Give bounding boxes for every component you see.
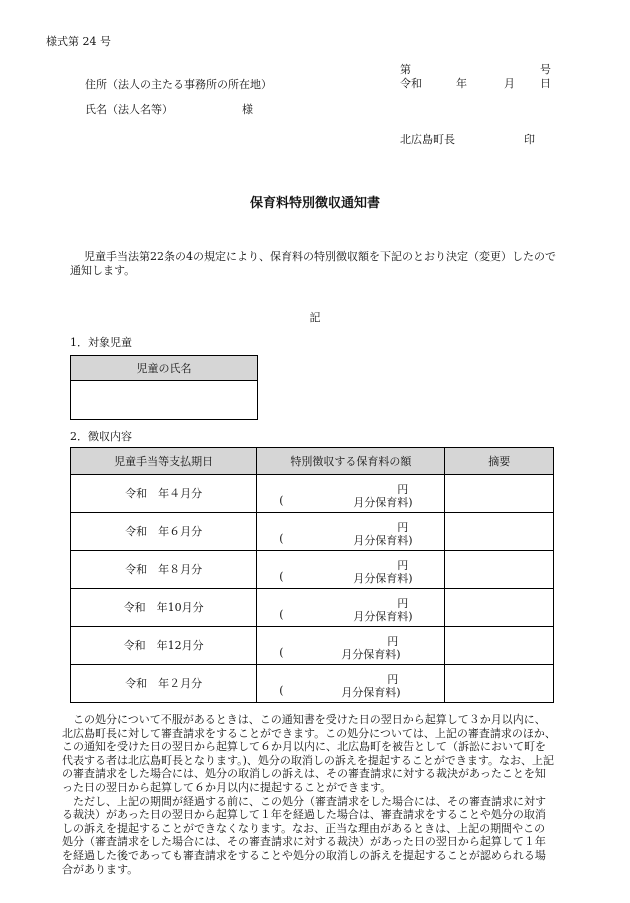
yen-label: 円 bbox=[387, 673, 399, 686]
amount-cell bbox=[257, 551, 445, 589]
paren-open: ( bbox=[279, 570, 284, 583]
table-row bbox=[71, 551, 554, 589]
amount-cell bbox=[257, 513, 445, 551]
section2-heading: 2．徴収内容 bbox=[70, 430, 132, 443]
remarks-cell bbox=[445, 589, 554, 627]
remarks-cell bbox=[445, 551, 554, 589]
date-era: 令和 bbox=[400, 77, 422, 90]
child-table bbox=[70, 355, 258, 420]
paren-open: ( bbox=[279, 608, 284, 621]
period-cell: 令和 年10月分 bbox=[71, 589, 257, 627]
amount-cell bbox=[257, 665, 445, 703]
header-payment-date: 児童手当等支払期日 bbox=[71, 448, 257, 475]
remarks-cell bbox=[445, 627, 554, 665]
yen-label: 円 bbox=[397, 521, 409, 534]
remarks-cell bbox=[445, 665, 554, 703]
amount-cell bbox=[257, 589, 445, 627]
header-remarks: 摘要 bbox=[445, 448, 554, 475]
child-name-header: 児童の氏名 bbox=[71, 356, 258, 381]
number-suffix: 号 bbox=[540, 63, 551, 76]
notice-paragraph: ただし、上記の期間が経過する前に、この処分（審査請求をした場合には、その審査請求に対する裁決）があった日の翌日から起算して１年を経過した場合は、審査請求をすることや処分の取消しの訴えを提起することができなくなります。なお、正当な理由があるときは、上記の期間やこの処分（審査請求をした場合には、その審査請求に対する裁決）があった日の翌日から起算して１年を経過した後であっても審査請求をすることや処分の取消しの訴えを提起することが認められる場合があります。 bbox=[62, 794, 546, 876]
period-cell: 令和 年２月分 bbox=[71, 665, 257, 703]
seal-mark: 印 bbox=[524, 133, 535, 146]
collection-table bbox=[70, 447, 554, 703]
address-label: 住所（法人の主たる事務所の所在地） bbox=[85, 78, 272, 91]
month-fee-label: 月分保育料) bbox=[353, 610, 413, 623]
issuer-name: 北広島町長 bbox=[400, 133, 455, 146]
honorific: 様 bbox=[242, 103, 253, 116]
amount-cell bbox=[257, 627, 445, 665]
document-title: 保育料特別徴収通知書 bbox=[249, 196, 380, 211]
ki-heading: 記 bbox=[309, 311, 321, 324]
month-fee-label: 月分保育料) bbox=[341, 686, 401, 699]
appeal-notice bbox=[62, 713, 556, 876]
period-cell: 令和 年８月分 bbox=[71, 551, 257, 589]
date-year: 年 bbox=[456, 77, 467, 90]
yen-label: 円 bbox=[397, 483, 409, 496]
table-row bbox=[71, 627, 554, 665]
number-prefix: 第 bbox=[400, 63, 411, 76]
paren-open: ( bbox=[279, 532, 284, 545]
month-fee-label: 月分保育料) bbox=[353, 496, 413, 509]
paren-open: ( bbox=[279, 684, 284, 697]
yen-label: 円 bbox=[387, 635, 399, 648]
table-row bbox=[71, 475, 554, 513]
name-label: 氏名（法人名等） bbox=[85, 103, 173, 116]
form-number: 様式第 24 号 bbox=[46, 35, 111, 48]
date-month: 月 bbox=[504, 77, 515, 90]
yen-label: 円 bbox=[397, 559, 409, 572]
header-amount: 特別徴収する保育料の額 bbox=[257, 448, 445, 475]
section1-heading: 1．対象児童 bbox=[70, 336, 132, 349]
table-row bbox=[71, 589, 554, 627]
table-row bbox=[71, 513, 554, 551]
recipient-name bbox=[85, 101, 253, 117]
amount-cell bbox=[257, 475, 445, 513]
remarks-cell bbox=[445, 513, 554, 551]
remarks-cell bbox=[445, 475, 554, 513]
intro-text: 児童手当法第22条の4の規定により、保育料の特別徴収額を下記のとおり決定（変更）したので通知します。 bbox=[70, 250, 556, 277]
paren-open: ( bbox=[279, 646, 284, 659]
date-day: 日 bbox=[540, 77, 551, 90]
period-cell: 令和 年６月分 bbox=[71, 513, 257, 551]
period-cell: 令和 年４月分 bbox=[71, 475, 257, 513]
period-cell: 令和 年12月分 bbox=[71, 627, 257, 665]
paren-open: ( bbox=[279, 494, 284, 507]
month-fee-label: 月分保育料) bbox=[353, 572, 413, 585]
table-row bbox=[71, 665, 554, 703]
issuer bbox=[400, 131, 535, 147]
month-fee-label: 月分保育料) bbox=[353, 534, 413, 547]
notice-paragraph: この処分について不服があるときは、この通知書を受けた日の翌日から起算して３か月以内に、北広島町長に対して審査請求をすることができます。この処分については、上記の審査請求のほか、この通知を受けた日の翌日から起算して６か月以内に、北広島町を被告として（訴訟において町を代表する者は北広島町長となります。)、処分の取消しの訴えを提起することができます。なお、上記の審査請求をした場合には、処分の取消しの訴えは、その審査請求に対する裁決があったことを知った日の翌日から起算して６か月以内に提起することができます。 bbox=[62, 713, 556, 794]
child-name-cell bbox=[71, 381, 258, 420]
month-fee-label: 月分保育料) bbox=[341, 648, 401, 661]
yen-label: 円 bbox=[397, 597, 409, 610]
